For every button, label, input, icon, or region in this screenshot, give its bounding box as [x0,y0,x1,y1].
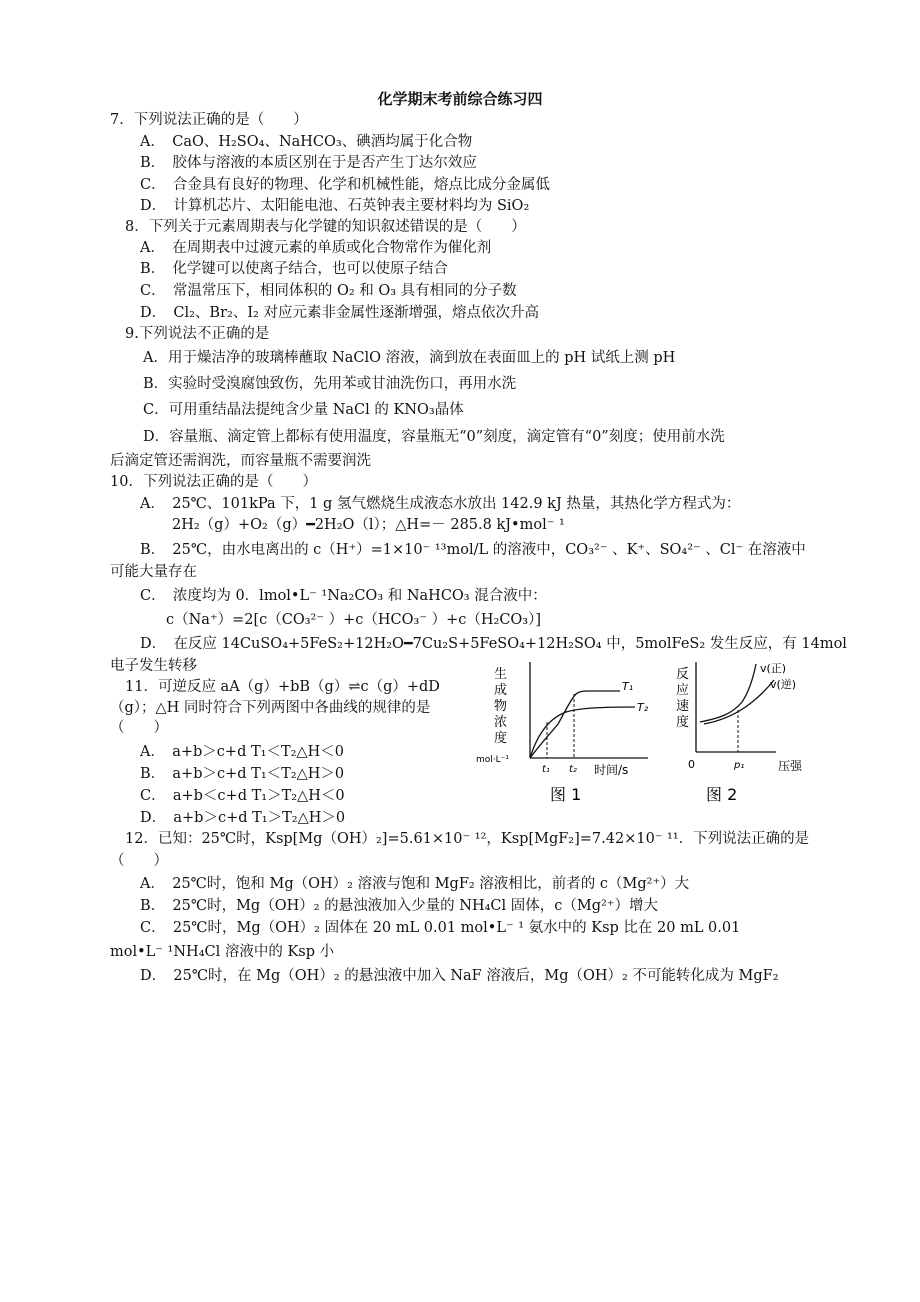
q11-option-d: D． a+b＞c+d T₁＞T₂△H＞0 [140,810,346,826]
q11-option-a: A． a+b＞c+d T₁＜T₂△H＜0 [140,744,344,760]
fig2-ylabel-1: 反 [676,667,690,682]
fig1-curve-t1 [530,691,620,758]
q12-option-d: D． 25℃时，在 Mg（OH）₂ 的悬浊液中加入 NaF 溶液后，Mg（OH）₂ 不可能转化成为 MgF₂ [140,968,779,984]
q11-figures-svg [470,656,815,806]
fig1-ylabel-3: 物 [494,699,508,714]
q12-stem-paren: （ ） [110,853,168,869]
q9-stem: 9.下列说法不正确的是 [125,326,270,342]
q8-stem: 8．下列关于元素周期表与化学键的知识叙述错误的是（ ） [125,219,526,235]
q10-stem: 10．下列说法正确的是（ ） [110,474,317,490]
q7-option-b: B． 胶体与溶液的本质区别在于是否产生丁达尔效应 [140,155,477,171]
fig1-ylabel-5: 度 [494,731,508,746]
q10-option-a-equation: 2H₂（g）+O₂（g）━2H₂O（l）；△H=－ 285.8 kJ•mol⁻ ¹ [172,517,565,533]
q9-option-d: D．容量瓶、滴定管上都标有使用温度，容量瓶无“0”刻度，滴定管有“0”刻度；使用前水洗 [143,429,725,445]
q10-option-c: C． 浓度均为 0．lmol•L⁻ ¹Na₂CO₃ 和 NaHCO₃ 混合液中： [140,588,547,604]
q10-option-b-cont: 可能大量存在 [110,564,197,580]
page-title: 化学期末考前综合练习四 [377,90,543,108]
fig2-label-reverse: v(逆) [770,678,797,691]
q9-option-c: C．可用重结晶法提纯含少量 NaCl 的 KNO₃晶体 [143,402,464,418]
q9-option-b: B．实验时受溴腐蚀致伤，先用苯或甘油洗伤口，再用水洗 [143,376,517,392]
fig2-ylabel-4: 度 [676,715,690,730]
q8-option-c: C． 常温常压下，相同体积的 O₂ 和 O₃ 具有相同的分子数 [140,283,517,299]
q11-stem-paren: （ ） [110,720,168,736]
q12-option-c-cont: mol•L⁻ ¹NH₄Cl 溶液中的 Ksp 小 [110,944,335,960]
q10-option-a: A． 25℃、101kPa 下，1 g 氢气燃烧生成液态水放出 142.9 kJ 热量，其热化学方程式为： [140,496,741,512]
fig1-ylabel-4: 浓 [494,715,508,730]
q7-stem: 7．下列说法正确的是（ ） [110,112,308,128]
fig2-curve-forward [700,664,756,722]
fig2-label-forward: v(正) [760,662,787,675]
fig2-tick-p1: p₁ [734,760,745,771]
q8-option-b: B． 化学键可以使离子结合，也可以使原子结合 [140,261,448,277]
q12-stem: 12．已知：25℃时，Ksp[Mg（OH）₂]=5.61×10⁻ ¹²，Ksp[MgF₂]=7.42×10⁻ ¹¹．下列说法正确的是 [125,831,810,847]
q8-option-a: A． 在周期表中过渡元素的单质或化合物常作为催化剂 [140,240,492,256]
q11-stem: 11．可逆反应 aA（g）+bB（g）⇌c（g）+dD [125,679,440,695]
fig2-xlabel: 压强 [778,759,803,773]
figure-1 [476,662,649,804]
fig1-xlabel: 时间/s [594,763,629,777]
q11-figures [470,656,815,806]
q7-option-a: A． CaO、H₂SO₄、NaHCO₃、碘酒均属于化合物 [140,134,473,150]
q9-option-a: A．用于燥洁净的玻璃棒蘸取 NaClO 溶液，滴到放在表面皿上的 pH 试纸上测 pH [143,350,676,366]
fig2-caption: 图 2 [706,785,738,804]
fig1-ylabel-1: 生 [494,667,508,682]
fig1-caption: 图 1 [550,785,582,804]
fig1-label-t1: T₁ [622,680,634,693]
fig1-curve-t2 [530,707,635,758]
q12-option-c: C． 25℃时，Mg（OH）₂ 固体在 20 mL 0.01 mol•L⁻ ¹ 氨水中的 Ksp 比在 20 mL 0.01 [140,920,741,936]
q12-option-b: B． 25℃时，Mg（OH）₂ 的悬浊液加入少量的 NH₄Cl 固体，c（Mg²⁺）增大 [140,898,658,914]
q8-option-d: D． Cl₂、Br₂、I₂ 对应元素非金属性逐渐增强，熔点依次升高 [140,305,539,321]
fig1-tick-t1: t₁ [542,764,550,775]
q11-option-b: B． a+b＞c+d T₁＜T₂△H＞0 [140,766,345,782]
fig2-origin: 0 [688,758,695,771]
fig1-tick-t2: t₂ [569,764,577,775]
q10-option-d: D． 在反应 14CuSO₄+5FeS₂+12H₂O━7Cu₂S+5FeSO₄+12H₂SO₄ 中，5molFeS₂ 发生反应，有 14mol [140,636,847,652]
q10-option-d-cont: 电子发生转移 [110,658,197,674]
fig2-ylabel-3: 速 [676,699,690,714]
q7-option-d: D． 计算机芯片、太阳能电池、石英钟表主要材料均为 SiO₂ [140,198,530,214]
q9-option-d-cont: 后滴定管还需润洗，而容量瓶不需要润洗 [110,453,371,469]
q12-option-a: A． 25℃时，饱和 Mg（OH）₂ 溶液与饱和 MgF₂ 溶液相比，前者的 c（Mg²⁺）大 [140,876,690,892]
q10-option-b: B． 25℃，由水电离出的 c（H⁺）=1×10⁻ ¹³mol/L 的溶液中，CO₃²⁻ 、K⁺、SO₄²⁻ 、Cl⁻ 在溶液中 [140,542,806,558]
figure-2 [676,662,803,804]
fig2-ylabel-2: 应 [676,683,690,698]
fig2-curve-reverse [704,680,774,724]
fig1-label-t2: T₂ [637,701,649,714]
fig1-ylabel-2: 成 [494,683,508,698]
q10-option-c-equation: c（Na⁺）=2[c（CO₃²⁻ ）+c（HCO₃⁻ ）+c（H₂CO₃）] [166,612,542,628]
q11-stem-cont: （g）；△H 同时符合下列两图中各曲线的规律的是 [110,700,431,716]
q11-option-c: C． a+b＜c+d T₁＞T₂△H＜0 [140,788,345,804]
fig1-yunit: mol·L⁻¹ [476,755,510,765]
q7-option-c: C． 合金具有良好的物理、化学和机械性能，熔点比成分金属低 [140,177,550,193]
